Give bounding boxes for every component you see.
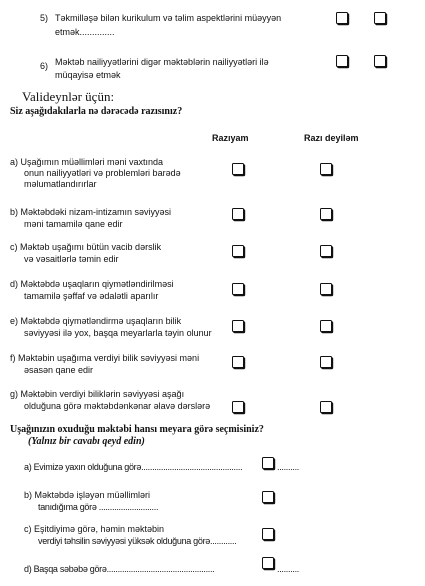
parents-heading: Valideynlər üçün:: [22, 89, 115, 104]
item-6-number: 6): [40, 61, 49, 71]
choice-c-line1: c) Eşitdiyimə görə, həmin məktəbin: [24, 524, 165, 534]
satisfaction-item-b-line1: b) Məktəbdəki nizam-intizamın səviyyəsi: [10, 207, 172, 217]
school-choice-question: Uşağınızın oxuduğu məktəbi hansı meyara görə seçmisiniz?: [10, 424, 264, 435]
item-a-disagree-checkbox[interactable]: [320, 163, 332, 175]
item-5-text-line1: Təkmilləşə bilən kurikulum və təlim aspektlərini müəyyən: [55, 13, 282, 23]
choice-a-checkbox[interactable]: [262, 457, 274, 469]
choice-b-line2: tanıdığıma görə ...........................: [38, 502, 159, 512]
satisfaction-item-f-line1: f) Məktəbin uşağıma verdiyi bilik səviyyəsi məni: [10, 353, 200, 363]
choice-d-dots: ..........: [277, 564, 300, 574]
satisfaction-item-a-line2: onun nailiyyətləri və problemləri barədə: [24, 168, 181, 178]
satisfaction-item-e-line1: e) Məktəbdə qiymətləndirmə uşaqların bilik: [10, 316, 182, 326]
choice-b-line1: b) Məktəbdə işləyən müəllimləri: [24, 490, 151, 500]
item-e-agree-checkbox[interactable]: [232, 320, 244, 332]
item-6-checkbox-1[interactable]: [336, 55, 348, 67]
item-6-text-line2: müqayisə etmək: [55, 70, 121, 80]
choice-a-text: a) Evimizə yaxın olduğuna görə..............................................: [24, 462, 243, 472]
choice-c-line2: verdiyi təhsilin səviyyəsi yüksək olduğuna görə............: [38, 536, 237, 546]
item-a-agree-checkbox[interactable]: [232, 163, 244, 175]
item-5-checkbox-1[interactable]: [336, 12, 348, 24]
item-c-disagree-checkbox[interactable]: [320, 245, 332, 257]
satisfaction-item-d-line1: d) Məktəbdə uşaqların qiymətləndirilməsi: [10, 279, 174, 289]
satisfaction-item-a-line1: a) Uşağımın müəllimləri məni vaxtında: [10, 157, 164, 167]
satisfaction-item-b-line2: məni tamamilə qane edir: [24, 219, 123, 229]
satisfaction-item-f-line2: əsasən qane edir: [24, 365, 94, 375]
item-g-disagree-checkbox[interactable]: [320, 401, 332, 413]
item-6-text-line1: Məktəb nailiyyətlərini digər məktəblərin nailiyyətləri ilə: [55, 57, 269, 67]
column-agree: Razıyam: [212, 133, 249, 143]
item-g-agree-checkbox[interactable]: [232, 401, 244, 413]
choice-a-dots: ..........: [277, 462, 300, 472]
satisfaction-item-c-line2: və vəsaitlərlə təmin edir: [24, 254, 119, 264]
school-choice-note: (Yalnız bir cavabı qeyd edin): [28, 436, 145, 447]
satisfaction-item-e-line2: səviyyəsi ilə yox, başqa meyarlarla təyin olunur: [24, 328, 212, 338]
satisfaction-item-g-line2: olduğuna görə məktəbdənkənar əlavə dərslərə: [24, 401, 211, 411]
item-c-agree-checkbox[interactable]: [232, 245, 244, 257]
item-d-disagree-checkbox[interactable]: [320, 283, 332, 295]
satisfaction-item-d-line2: tamamilə şəffaf və ədalətli aparılır: [24, 291, 159, 301]
item-5-number: 5): [40, 13, 49, 23]
choice-d-text: d) Başqa səbəbə görə.................................................: [24, 564, 215, 574]
item-f-disagree-checkbox[interactable]: [320, 356, 332, 368]
satisfaction-question: Siz aşağıdakılarla nə dərəcədə razısınız?: [10, 106, 183, 117]
item-b-agree-checkbox[interactable]: [232, 208, 244, 220]
choice-c-checkbox[interactable]: [262, 528, 274, 540]
item-6-checkbox-2[interactable]: [374, 55, 386, 67]
satisfaction-item-g-line1: g) Məktəbin verdiyi biliklərin səviyyəsi aşağı: [10, 389, 185, 399]
item-b-disagree-checkbox[interactable]: [320, 208, 332, 220]
item-5-checkbox-2[interactable]: [374, 12, 386, 24]
item-d-agree-checkbox[interactable]: [232, 283, 244, 295]
column-disagree: Razı deyiləm: [304, 133, 359, 143]
choice-b-checkbox[interactable]: [262, 491, 274, 503]
choice-d-checkbox[interactable]: [262, 557, 274, 569]
satisfaction-item-c-line1: c) Məktəb uşağımı bütün vacib dərslik: [10, 242, 162, 252]
item-5-text-line2: etmək..............: [55, 27, 115, 37]
item-f-agree-checkbox[interactable]: [232, 356, 244, 368]
item-e-disagree-checkbox[interactable]: [320, 320, 332, 332]
satisfaction-item-a-line3: məlumatlandırırlar: [24, 179, 97, 189]
